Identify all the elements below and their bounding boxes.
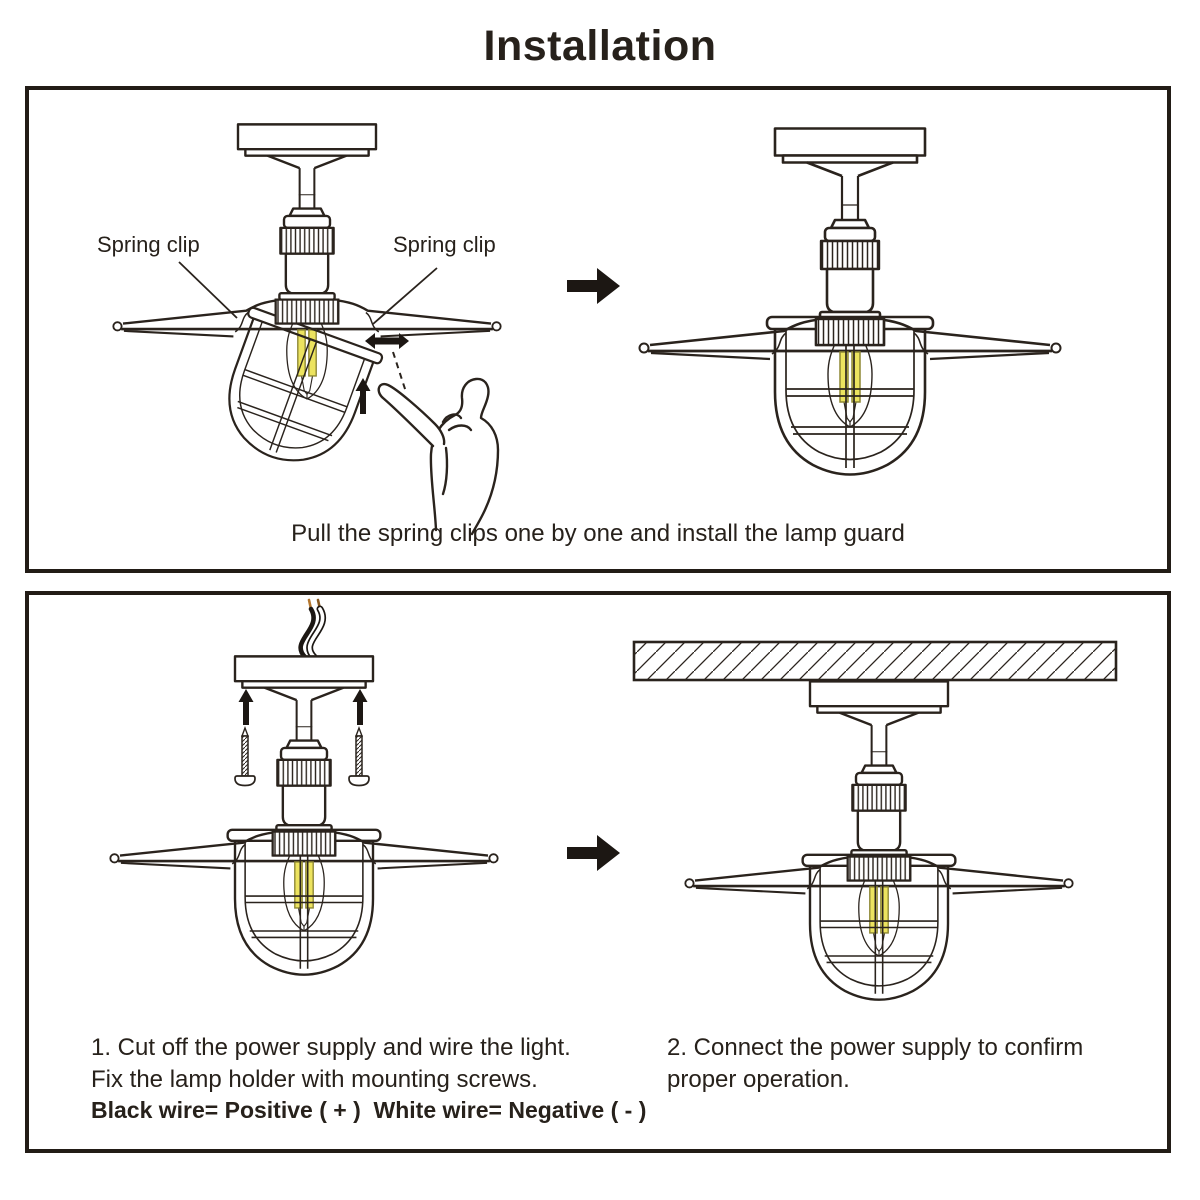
lamp-step2 bbox=[685, 681, 1072, 999]
dashed-pointer-line bbox=[393, 352, 406, 392]
mounting-screw-icon bbox=[235, 728, 255, 786]
lamp-assembled-right bbox=[640, 129, 1061, 475]
next-step-arrow-icon bbox=[567, 268, 620, 304]
spring-clip-label-right: Spring clip bbox=[393, 232, 496, 257]
step2-instructions bbox=[667, 1032, 1083, 1096]
ceiling-illustration bbox=[634, 642, 1116, 680]
step2-line2: proper operation. bbox=[667, 1065, 850, 1093]
mounting-screw-icon bbox=[349, 728, 369, 786]
hand-illustration bbox=[379, 379, 498, 534]
screw-direction-arrow-icon bbox=[353, 689, 368, 725]
next-step-arrow-icon bbox=[567, 835, 620, 871]
panel-install-guard bbox=[25, 86, 1171, 573]
leader-line-left bbox=[179, 262, 237, 318]
panel-wiring-steps bbox=[25, 591, 1171, 1153]
spring-clip-label-left: Spring clip bbox=[97, 232, 200, 257]
step1-instructions bbox=[91, 1032, 571, 1096]
panel1-caption: Pull the spring clips one by one and install the lamp guard bbox=[291, 520, 905, 547]
wires bbox=[301, 600, 323, 657]
step1-line2: Fix the lamp holder with mounting screws. bbox=[91, 1065, 538, 1093]
step1-line1: 1. Cut off the power supply and wire the light. bbox=[91, 1034, 571, 1061]
step2-line1: 2. Connect the power supply to confirm bbox=[667, 1034, 1084, 1061]
tilted-lamp-guard bbox=[205, 307, 383, 481]
wire-polarity-note: Black wire= Positive ( + ) White wire= Negative ( - ) bbox=[91, 1097, 647, 1123]
page-title: Installation bbox=[483, 22, 717, 70]
screw-direction-arrow-icon bbox=[239, 689, 254, 725]
lamp-step1 bbox=[110, 656, 497, 974]
install-guard-drawing bbox=[29, 90, 1167, 569]
push-up-arrow-icon bbox=[356, 378, 371, 414]
